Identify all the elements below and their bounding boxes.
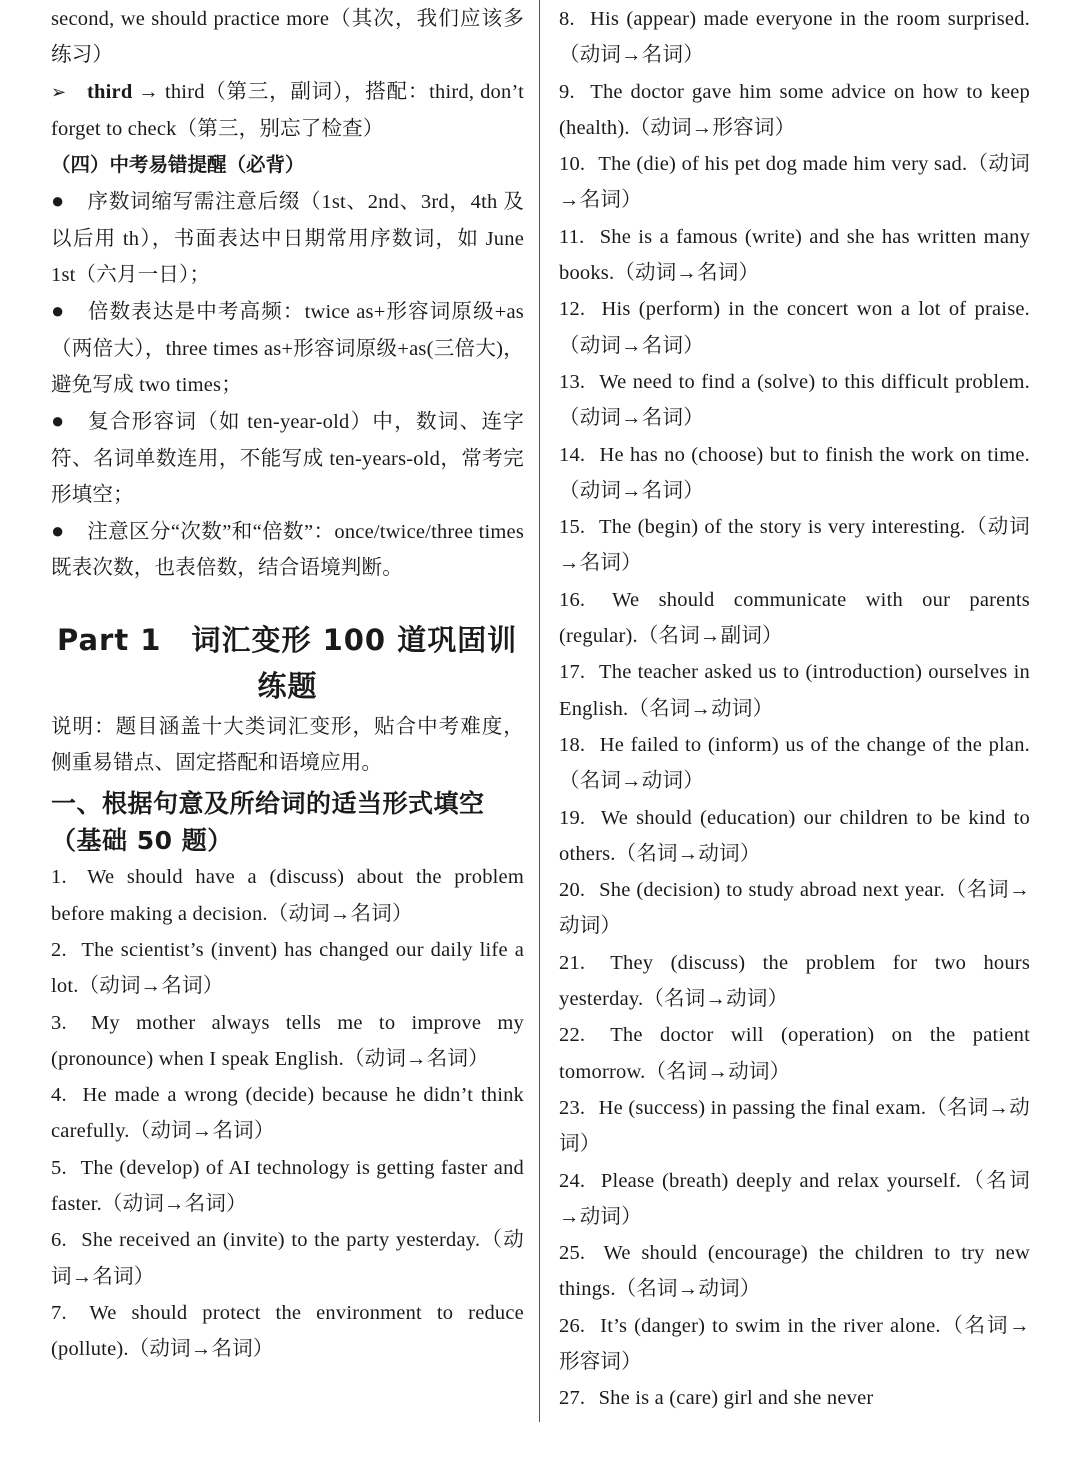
question-item <box>559 945 1030 1018</box>
question-text-before: The teacher asked us to <box>599 661 800 684</box>
conversion-note: （名词→动词） <box>559 1169 1030 1228</box>
question-text-before: The <box>599 516 632 539</box>
third-rest: → third（第三，副词），搭配：third, don’t forget to check（第三，别忘了检查） <box>51 80 524 140</box>
question-number: 16. <box>559 588 586 611</box>
question-text-after: (write) and she has written many books. <box>559 225 1031 285</box>
question-text-after: (pollute). <box>51 1338 129 1361</box>
question-text-after: (die) of his pet dog made him very sad. <box>636 153 968 176</box>
question-item <box>559 1017 1030 1090</box>
question-text-after: (inform) us of the change of the plan. <box>707 733 1030 756</box>
question-number: 27. <box>559 1387 586 1410</box>
question-number: 22. <box>559 1024 586 1047</box>
question-number: 9. <box>559 80 575 103</box>
question-text-after: (care) girl and she never <box>669 1387 874 1410</box>
question-number: 20. <box>559 879 586 902</box>
conversion-note: （名词→动词） <box>559 770 704 793</box>
question-number: 5. <box>51 1156 67 1179</box>
question-item <box>51 1077 524 1150</box>
question-number: 26. <box>559 1314 586 1337</box>
question-text-after: (pronounce) when I speak English. <box>51 1047 344 1070</box>
question-text-after: (health). <box>559 116 630 139</box>
conversion-note: （动词→名词） <box>559 407 704 430</box>
question-text-before: We should communicate with our parents <box>612 588 1030 611</box>
third-bold: third <box>87 80 133 103</box>
bullet-dot-icon: ● <box>51 188 65 214</box>
question-text-before: The doctor will <box>610 1024 764 1047</box>
conversion-note: （动词→名词） <box>559 44 704 67</box>
conversion-note: （动词→名词） <box>78 975 224 998</box>
question-text-before: We need to find a <box>599 370 751 393</box>
explanation: 说明：题目涵盖十大类词汇变形，贴合中考难度，侧重易错点、固定搭配和语境应用。 <box>51 715 524 775</box>
question-item <box>51 1222 524 1295</box>
question-text-after: (appear) made everyone in the room surprised. <box>626 8 1030 30</box>
part-title-line2: 练题 <box>257 668 318 703</box>
question-number: 13. <box>559 370 586 393</box>
reminder-item <box>51 293 524 403</box>
question-text-before: He made a wrong <box>82 1084 238 1107</box>
question-number: 14. <box>559 443 586 466</box>
conversion-note: （动词→名词） <box>559 516 1030 575</box>
question-text-after: (solve) to this difficult problem. <box>757 370 1030 393</box>
reminder-item <box>51 513 524 587</box>
reminder-heading: （四）中考易错提醒（必背） <box>51 153 305 177</box>
question-item <box>559 74 1030 147</box>
question-text-after: (introduction) ourselves in English. <box>559 661 1030 720</box>
reminder-text: 倍数表达是中考高频：twice as+形容词原级+as（两倍大），three times as+形容词原级+as(三倍大)，避免写成 two times； <box>51 301 524 396</box>
reminder-text: 注意区分“次数”和“倍数”：once/twice/three times 既表次数，也表倍数，结合语境判断。 <box>51 521 524 580</box>
question-text-after: (discuss) about the problem before making a decision. <box>51 866 524 925</box>
question-text-before: The doctor gave him some advice on how to keep <box>590 80 1030 103</box>
question-text-before: Please <box>600 1169 655 1192</box>
question-text-before: He <box>598 1096 623 1119</box>
bullet-dot-icon: ● <box>51 518 65 544</box>
question-number: 4. <box>51 1084 67 1107</box>
conversion-note: （名词→动词） <box>615 842 761 865</box>
question-text-after: (begin) of the story is very interesting. <box>637 516 966 539</box>
section-title: 一、根据句意及所给词的适当形式填空（基础 50 题） <box>51 789 485 856</box>
question-item <box>51 932 524 1005</box>
question-text-before: The scientist’s <box>81 938 204 961</box>
question-number: 23. <box>559 1096 586 1119</box>
left-question-list <box>51 859 524 1367</box>
question-item <box>559 1308 1030 1381</box>
conversion-note: （名词→动词） <box>559 1096 1030 1156</box>
question-text-before: The <box>80 1156 114 1179</box>
question-text-after: (decide) because he didn’t think carefully. <box>51 1084 524 1143</box>
conversion-note: （动词→名词） <box>559 153 1030 212</box>
question-item <box>559 1163 1030 1236</box>
question-text-after: (encourage) the children to try new things. <box>559 1242 1030 1301</box>
question-item <box>559 291 1030 364</box>
question-text-after: (danger) to swim in the river alone. <box>634 1314 941 1337</box>
bullet-dot-icon: ● <box>51 408 65 434</box>
question-item <box>559 872 1030 945</box>
conversion-note: （动词→名词） <box>51 1229 524 1288</box>
conversion-note: （动词→名词） <box>101 1193 247 1216</box>
question-item <box>559 364 1030 437</box>
conversion-note: （名词→动词） <box>628 697 774 720</box>
question-item <box>51 1005 524 1078</box>
question-text-after: (success) in passing the final exam. <box>628 1096 927 1119</box>
reminder-item <box>51 403 524 513</box>
part-title-line1: Part 1 词汇变形 100 道巩固训 <box>57 622 518 657</box>
question-text-before: She <box>599 879 631 902</box>
question-text-after: (decision) to study abroad next year. <box>636 879 945 902</box>
question-item <box>559 1090 1030 1163</box>
question-item <box>559 437 1030 510</box>
question-text-before: His <box>590 8 620 30</box>
right-question-list <box>559 1 1030 1417</box>
question-text-before: She received an <box>81 1229 217 1252</box>
intro-paragraph <box>51 1 524 74</box>
reminder-text: 序数词缩写需注意后缀（1st、2nd、3rd，4th 及以后用 th），书面表达中日期常用序数词，如 June 1st（六月一日）； <box>51 191 524 287</box>
question-text-before: He has no <box>599 443 686 466</box>
question-item <box>559 727 1030 800</box>
question-number: 17. <box>559 661 586 684</box>
question-text-before: We should <box>603 1242 698 1265</box>
question-number: 21. <box>559 951 586 974</box>
question-number: 24. <box>559 1169 586 1192</box>
conversion-note: （动词→名词） <box>343 1047 489 1070</box>
question-item <box>559 1 1030 74</box>
left-column <box>51 1 524 1368</box>
question-text-after: (discuss) the problem for two hours yesterday. <box>559 951 1031 1011</box>
conversion-note: （动词→名词） <box>559 334 704 357</box>
question-text-before: We should protect the environment to reduce <box>89 1301 524 1324</box>
conversion-note: （名词→动词） <box>559 879 1031 938</box>
bullet-dot-icon: ● <box>51 298 65 324</box>
question-text-before: She is a famous <box>599 225 738 248</box>
question-text-before: His <box>601 298 631 321</box>
question-text-before: They <box>610 951 654 974</box>
question-text-after: (perform) in the concert won a lot of praise. <box>638 298 1031 321</box>
column-divider <box>539 0 540 1422</box>
question-item <box>51 859 524 932</box>
question-text-after: (regular). <box>559 625 638 648</box>
reminder-text: 复合形容词（如 ten-year-old）中，数词、连字符、名词单数连用，不能写成 ten-years-old，常考完形填空； <box>51 411 524 506</box>
question-text-after: (develop) of AI technology is getting faster and faster. <box>51 1156 524 1216</box>
question-text-before: He failed to <box>599 733 702 756</box>
question-text-after: (choose) but to finish the work on time. <box>691 443 1030 466</box>
question-item <box>559 509 1030 582</box>
part-title <box>51 617 524 709</box>
question-number: 18. <box>559 733 586 756</box>
conversion-note: （动词→名词） <box>267 902 413 925</box>
conversion-note: （动词→形容词） <box>629 116 796 139</box>
question-item <box>559 582 1030 655</box>
question-text-after: (education) our children to be kind to others. <box>559 806 1030 865</box>
question-item <box>51 1295 524 1368</box>
question-text-after: (invite) to the party yesterday. <box>222 1229 481 1252</box>
question-item <box>559 1235 1030 1308</box>
question-number: 10. <box>559 153 586 176</box>
question-number: 25. <box>559 1242 586 1265</box>
question-number: 8. <box>559 8 575 30</box>
right-column <box>559 1 1030 1417</box>
conversion-note: （动词→名词） <box>559 479 704 502</box>
question-text-before: My mother always tells me to improve my <box>91 1011 525 1034</box>
question-item <box>51 1150 524 1223</box>
conversion-note: （名词→动词） <box>615 1278 761 1301</box>
question-item <box>559 654 1030 727</box>
conversion-note: （动词→名词） <box>128 1338 274 1361</box>
question-item <box>559 219 1030 292</box>
question-text-before: The <box>598 153 631 176</box>
question-text-before: We should <box>600 806 692 829</box>
conversion-note: （名词→动词） <box>645 1060 791 1083</box>
intro-text: second, we should practice more（其次，我们应该多练习） <box>51 8 524 67</box>
conversion-note: （动词→名词） <box>129 1120 275 1143</box>
conversion-note: （名词→动词） <box>643 988 789 1011</box>
question-number: 3. <box>51 1011 67 1034</box>
question-item <box>559 800 1030 873</box>
question-number: 12. <box>559 298 586 321</box>
question-number: 1. <box>51 866 67 889</box>
question-number: 19. <box>559 806 586 829</box>
question-number: 6. <box>51 1229 67 1252</box>
question-number: 7. <box>51 1301 67 1324</box>
conversion-note: （动词→名词） <box>614 262 760 285</box>
question-number: 15. <box>559 516 586 539</box>
question-number: 2. <box>51 938 67 961</box>
question-text-before: We should have a <box>87 866 257 889</box>
arrow-bullet-icon: ➢ <box>51 81 67 103</box>
question-text-after: (breath) deeply and relax yourself. <box>662 1169 962 1192</box>
question-number: 11. <box>559 225 585 248</box>
reminder-item <box>51 183 524 293</box>
conversion-note: （名词→副词） <box>637 625 783 648</box>
question-item <box>559 1380 1030 1416</box>
question-text-after: (invent) has changed our daily life a lot. <box>51 938 524 998</box>
question-item <box>559 146 1030 219</box>
question-text-after: (operation) on the patient tomorrow. <box>559 1024 1030 1083</box>
third-item <box>51 74 524 148</box>
question-text-before: She is a <box>598 1387 664 1410</box>
conversion-note: （名词→形容词） <box>559 1314 1030 1373</box>
question-text-before: It’s <box>600 1314 628 1337</box>
